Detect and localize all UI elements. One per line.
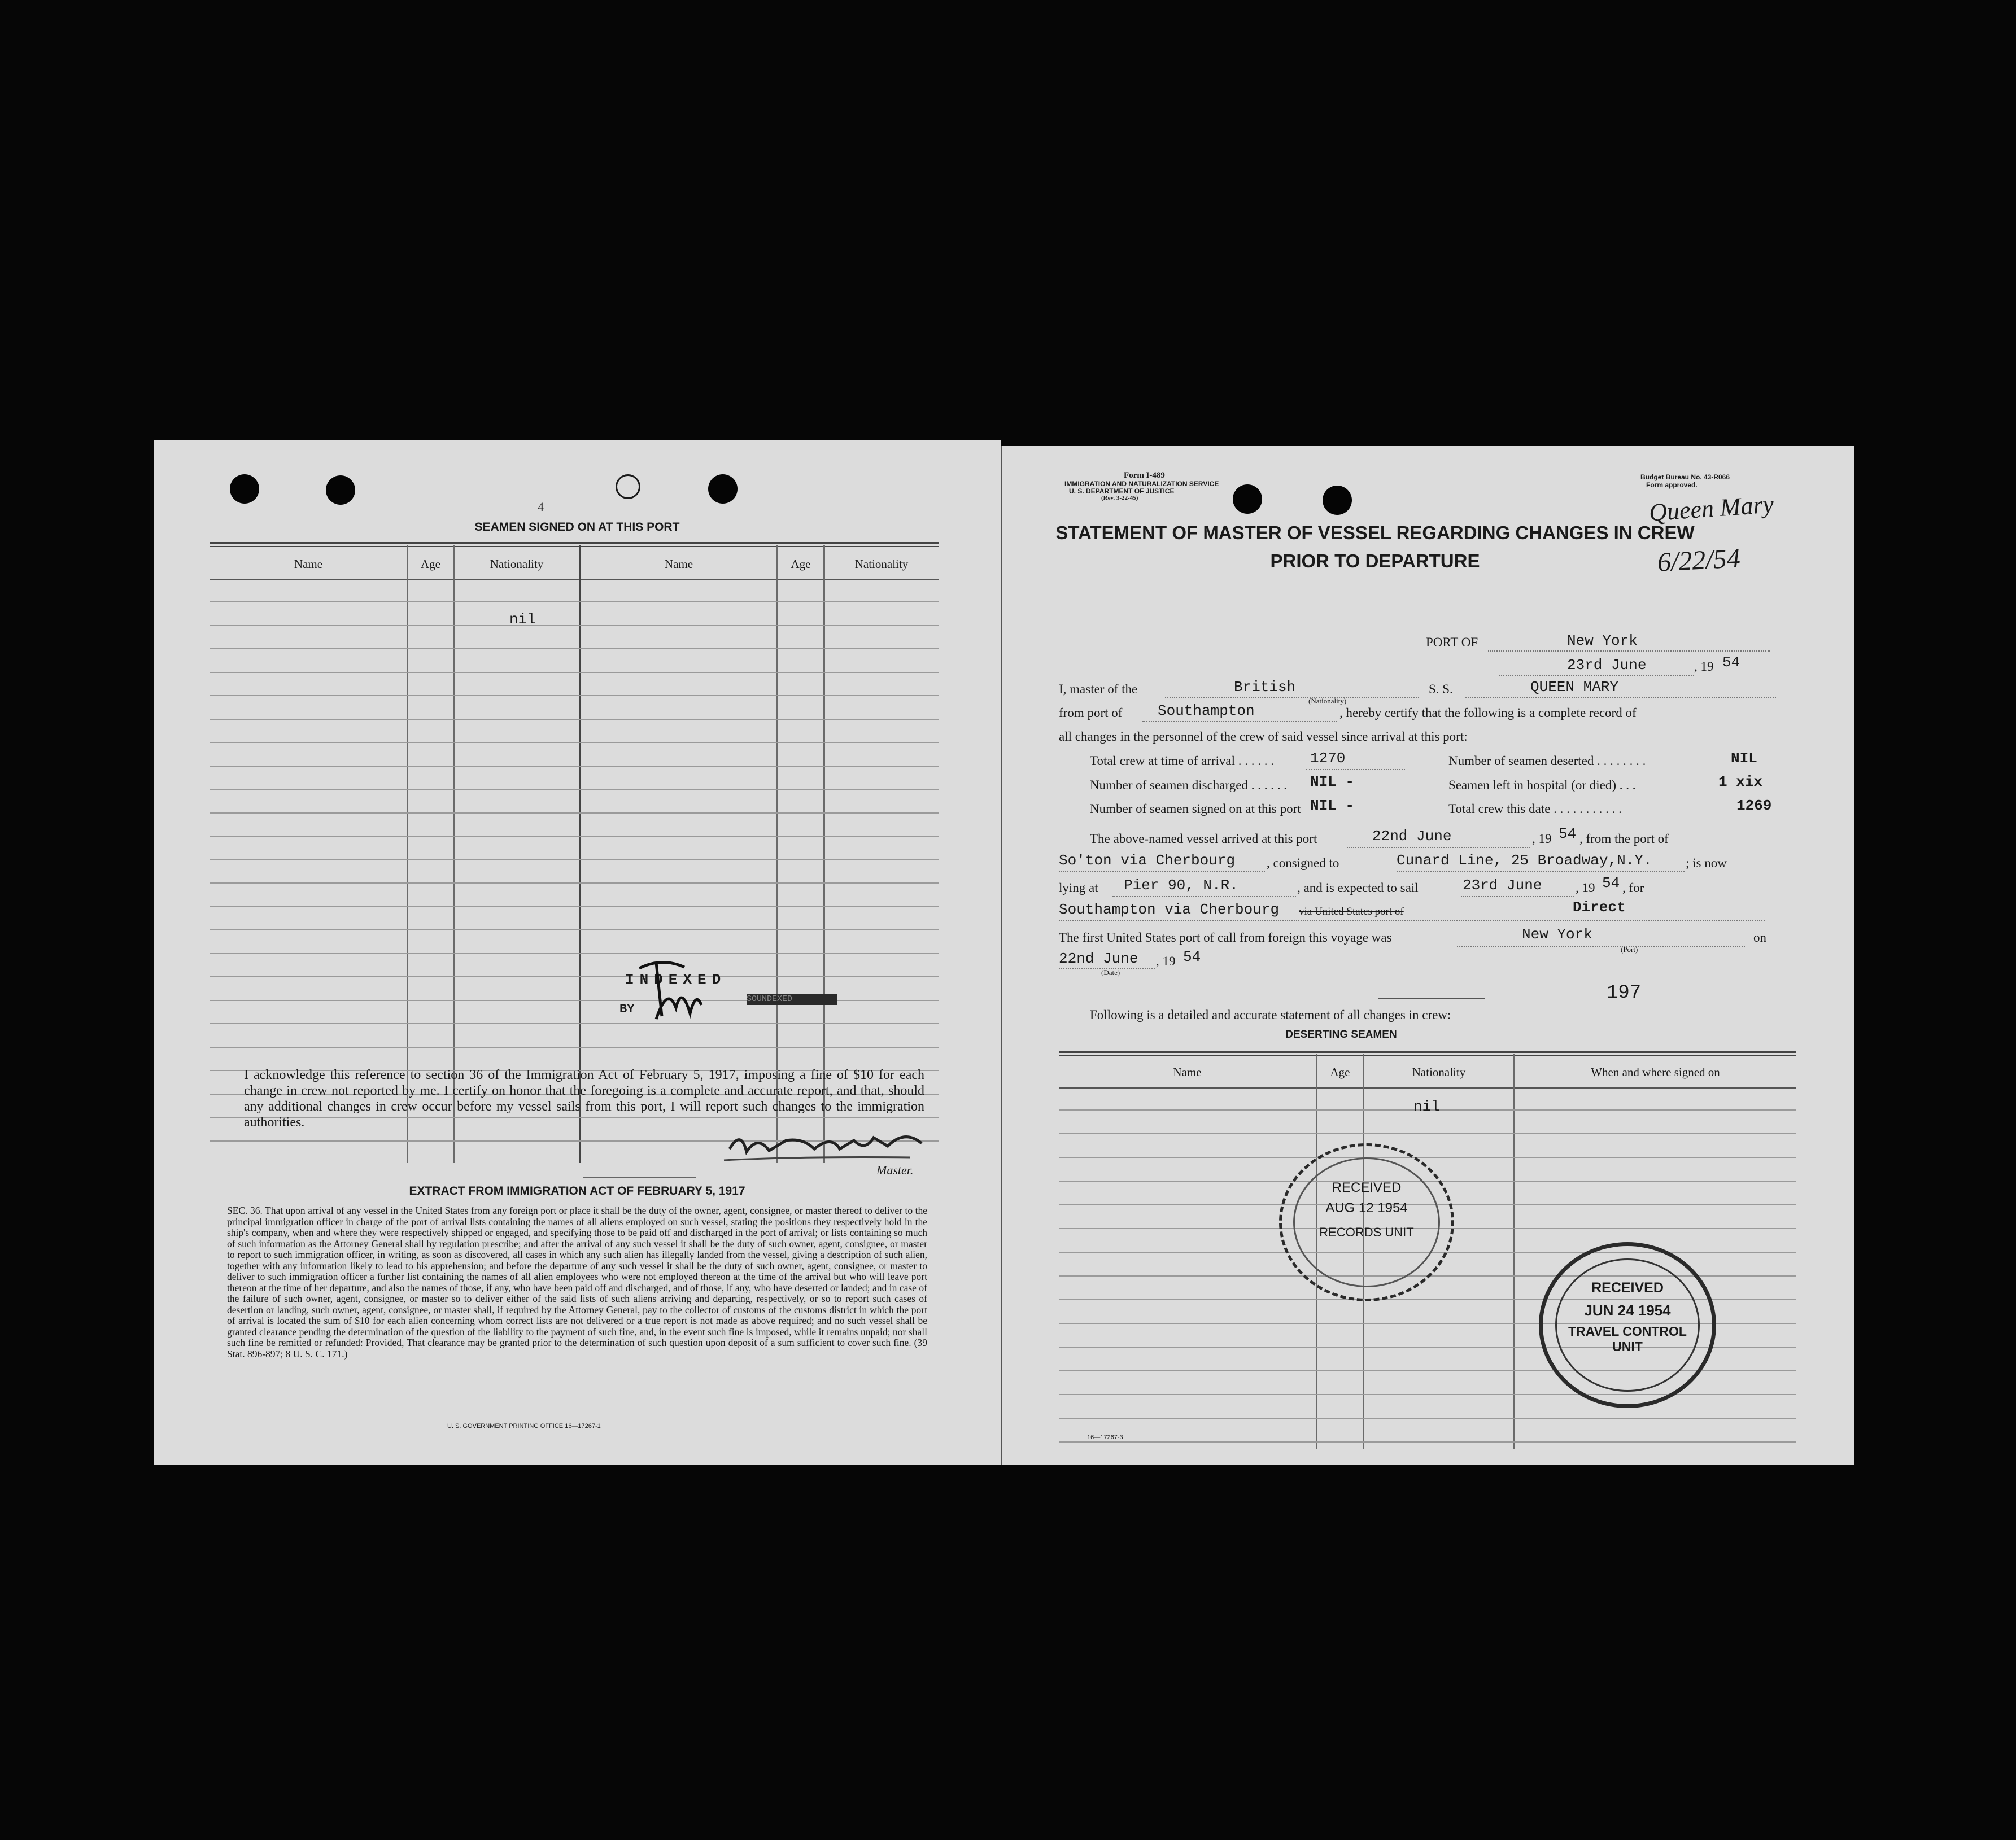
port-of-value: New York <box>1567 632 1638 649</box>
year-prefix: , 19 <box>1576 881 1595 895</box>
punch-hole <box>1323 486 1352 515</box>
port-caption: (Port) <box>1621 945 1638 954</box>
column-header-name: Name <box>664 557 693 571</box>
year-prefix: , 19 <box>1156 954 1176 968</box>
deserted-value: NIL <box>1731 750 1757 767</box>
nationality-caption: (Nationality) <box>1308 697 1347 705</box>
total-crew-arrival-label: Total crew at time of arrival . . . . . . <box>1090 754 1275 768</box>
is-now-label: ; is now <box>1686 856 1727 870</box>
table-row-rule <box>210 672 939 673</box>
hospital-label: Seamen left in hospital (or died) . . . <box>1448 778 1636 792</box>
table-row-rule <box>210 1023 939 1024</box>
indexed-by-label: BY <box>619 1002 635 1016</box>
master-signature <box>718 1118 933 1169</box>
nil-entry: nil <box>1413 1098 1440 1115</box>
agency-line: IMMIGRATION AND NATURALIZATION SERVICE <box>1064 480 1219 488</box>
table-row-rule <box>210 812 939 814</box>
punch-hole <box>708 474 738 504</box>
table-row-rule <box>1059 1418 1796 1419</box>
table-row-rule <box>210 929 939 930</box>
column-header-name: Name <box>294 557 323 571</box>
printer-footer: U. S. GOVERNMENT PRINTING OFFICE 16—17267-1 <box>447 1423 601 1430</box>
year-prefix: , 19 <box>1694 659 1714 674</box>
table-row-rule <box>210 976 939 977</box>
sail-year-value: 54 <box>1602 875 1620 891</box>
table-row-rule <box>1059 1441 1796 1443</box>
handwritten-ship-name: Queen Mary <box>1648 490 1775 527</box>
extract-title: EXTRACT FROM IMMIGRATION ACT OF FEBRUARY 5, 1917 <box>409 1185 745 1197</box>
punch-hole <box>616 474 640 499</box>
total-crew-date-value: 1269 <box>1736 797 1772 814</box>
discharged-value: NIL - <box>1310 773 1355 790</box>
form-subtitle: PRIOR TO DEPARTURE <box>1270 550 1480 571</box>
column-header-when-where: When and where signed on <box>1591 1065 1720 1079</box>
first-port-label: The first United States port of call from foreign this voyage was <box>1059 930 1392 945</box>
table-row-rule <box>210 953 939 954</box>
arrived-year-value: 54 <box>1559 825 1577 842</box>
table-row-rule <box>210 859 939 860</box>
deserted-label: Number of seamen deserted . . . . . . . . <box>1448 754 1646 768</box>
handwritten-date: 6/22/54 <box>1656 543 1741 578</box>
column-header-name: Name <box>1173 1065 1202 1079</box>
ss-label: S. S. <box>1429 682 1453 696</box>
master-label: Master. <box>876 1163 914 1177</box>
nil-entry: nil <box>509 611 536 628</box>
first-port-value: New York <box>1522 926 1592 943</box>
total-crew-date-label: Total crew this date . . . . . . . . . . . <box>1448 802 1622 816</box>
nationality-value: British <box>1234 679 1296 696</box>
destination-value: Southampton via Cherbourg <box>1059 901 1280 918</box>
indexed-stamp: INDEXED <box>625 971 727 988</box>
soundexed-stamp: SOUNDEXED <box>747 994 837 1005</box>
master-of-label: I, master of the <box>1059 682 1138 696</box>
handwritten-number: 197 <box>1607 982 1642 1004</box>
extract-text: SEC. 36. That upon arrival of any vessel in the United States from any foreign port or place it shall be the duty of the owner, agent, consignee, or master thereof to deliver to the principal immigration officer in charge of the port of arrival lists containing the names of all aliens employed on such vessel, stating the positions they respectively hold in the ship's company, when and where they were respectively shipped or engaged, and specifying those to be paid off and discharged in the port of arrival; or lists containing so much of such information as the Attorney General shall by regulation prescribe; and after the arrival of any such vessel it shall be the duty of such owner, agent, consignee, or master to report to such immigration officer, in writing, as soon as discovered, all cases in which any such alien has illegally landed from the vessel, giving a description of such alien, together with any information likely to lead to his apprehension; and before the departure of any such vessel it shall be the duty of such owner, agent, consignee, or master to deliver to such immigration officer a further list containing the names of all alien employees who were not employed thereon at the time of the arrival but who will leave port thereon at the time of her departure, and also the names of those, if any, who have been paid off and discharged, and of those, if any, who have deserted or landed; and in case of the failure of such owner, agent, consignee, or master so to deliver either of the said lists of such aliens arriving and departing, respectively, or so to report such cases of desertion or landing, such owner, agent, consignee, or master shall, if required by the Attorney General, pay to the collector of customs of the customs district in which the port of arrival is located the sum of $10 for each alien concerning whom correct lists are not delivered or a true report is not made as above required; and no such vessel shall be granted clearance pending the determination of the question of the liability to the payment of such fine, and, in the event such fine is imposed, while it remains unpaid; nor shall such fine be remitted or refunded: Provided, That clearance may be granted prior to the determination of such question upon deposit of a sum sufficient to cover such fine. (39 Stat. 896-897; 8 U. S. C. 171.) <box>227 1205 927 1360</box>
origin-port-value: So'ton via Cherbourg <box>1059 852 1236 869</box>
column-header-age: Age <box>1330 1065 1350 1079</box>
struck-via-text: via United States port of <box>1299 906 1404 917</box>
date-caption: (Date) <box>1101 968 1120 977</box>
agency-line: U. S. DEPARTMENT OF JUSTICE <box>1069 487 1175 495</box>
form-number: Form I-489 <box>1124 471 1165 480</box>
section-title: SEAMEN SIGNED ON AT THIS PORT <box>474 521 680 534</box>
following-text: Following is a detailed and accurate statement of all changes in crew: <box>1090 1008 1451 1022</box>
acknowledgment-text: I acknowledge this reference to section 36 of the Immigration Act of February 5, 1917, imposing a fine of $10 for each change in crew not reported by me. I certify on honor that the foregoing is a complete and accurate report, and that, should any additional changes in crew occur before my vessel sails from this port, I will report such changes to the immigration authorities. <box>244 1068 924 1130</box>
ship-name-value: QUEEN MARY <box>1530 679 1619 696</box>
column-header-age: Age <box>791 557 811 571</box>
consigned-label: , consigned to <box>1267 856 1339 870</box>
table-row-rule <box>210 648 939 649</box>
initials-signature <box>622 951 718 1025</box>
received-stamp-records-unit: RECEIVED AUG 12 1954 RECORDS UNIT <box>1279 1143 1454 1301</box>
left-page <box>154 440 1001 1465</box>
column-header-nationality: Nationality <box>490 557 544 571</box>
table-row-rule <box>210 766 939 767</box>
year-prefix: , 19 <box>1532 832 1552 846</box>
table-row-rule <box>210 882 939 884</box>
form-approved: Form approved. <box>1646 481 1698 489</box>
page-number: 4 <box>538 500 544 514</box>
hospital-value: 1 xix <box>1718 773 1763 790</box>
deserting-title: DESERTING SEAMEN <box>1285 1029 1397 1041</box>
received-stamp-travel-control: RECEIVED JUN 24 1954 TRAVEL CONTROL UNIT <box>1539 1242 1716 1408</box>
first-port-date-value: 22nd June <box>1059 950 1138 967</box>
printer-footer: 16—17267-3 <box>1087 1434 1123 1441</box>
table-row-rule <box>210 1047 939 1048</box>
lying-at-label: lying at <box>1059 881 1098 895</box>
table-row-rule <box>210 625 939 626</box>
arrived-date-value: 22nd June <box>1372 828 1452 845</box>
from-port-value: Southampton <box>1158 702 1255 719</box>
from-the-port-of-label: , from the port of <box>1579 832 1669 846</box>
total-crew-arrival-value: 1270 <box>1310 750 1346 767</box>
certify-text: , hereby certify that the following is a complete record of <box>1339 706 1637 720</box>
punch-hole <box>1233 484 1262 514</box>
statement-date: 23rd June <box>1567 657 1647 674</box>
arrived-label: The above-named vessel arrived at this port <box>1090 832 1317 846</box>
table-row-rule <box>1059 1157 1796 1158</box>
direct-value: Direct <box>1573 899 1626 916</box>
column-header-nationality: Nationality <box>1412 1065 1466 1079</box>
right-page <box>1001 446 1854 1465</box>
consignee-value: Cunard Line, 25 Broadway,N.Y. <box>1397 852 1652 869</box>
column-header-nationality: Nationality <box>854 557 909 571</box>
table-row-rule <box>210 695 939 696</box>
all-changes-text: all changes in the personnel of the crew of said vessel since arrival at this port: <box>1059 729 1468 744</box>
signed-on-label: Number of seamen signed on at this port <box>1090 802 1301 816</box>
port-of-label: PORT OF <box>1426 635 1478 649</box>
expected-label: , and is expected to sail <box>1297 881 1419 895</box>
column-header-age: Age <box>421 557 440 571</box>
table-row-rule <box>1059 1394 1796 1395</box>
from-port-label: from port of <box>1059 706 1123 720</box>
form-title: STATEMENT OF MASTER OF VESSEL REGARDING CHANGES IN CREW <box>1055 522 1695 543</box>
sail-date-value: 23rd June <box>1463 877 1542 894</box>
table-row-rule <box>210 906 939 907</box>
table-row-rule <box>210 719 939 720</box>
table-row-rule <box>210 742 939 743</box>
revision-line: (Rev. 3-22-45) <box>1101 495 1138 501</box>
statement-year: 54 <box>1722 654 1740 671</box>
punch-hole <box>230 474 259 504</box>
table-row-rule <box>1059 1133 1796 1134</box>
punch-hole <box>326 475 355 505</box>
for-label: , for <box>1622 881 1644 895</box>
budget-bureau: Budget Bureau No. 43-R066 <box>1640 473 1730 481</box>
signed-on-value: NIL - <box>1310 797 1355 814</box>
lying-at-value: Pier 90, N.R. <box>1124 877 1238 894</box>
on-label: on <box>1753 930 1766 945</box>
table-row-rule <box>210 789 939 790</box>
discharged-label: Number of seamen discharged . . . . . . <box>1090 778 1287 792</box>
table-row-rule <box>210 836 939 837</box>
first-port-year-value: 54 <box>1183 949 1201 965</box>
table-row-rule <box>210 601 939 602</box>
